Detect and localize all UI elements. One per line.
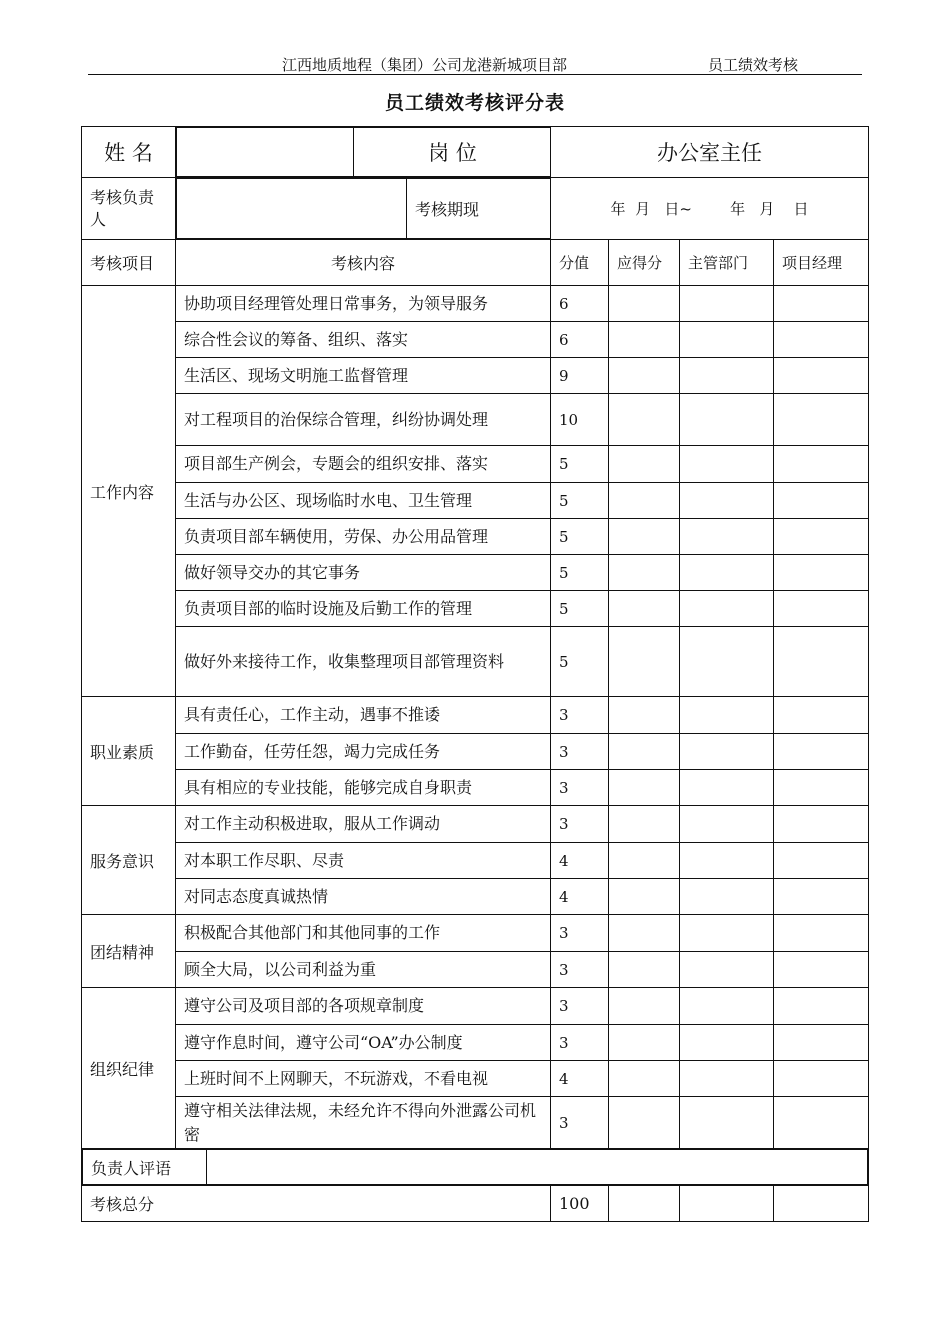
item-dept[interactable] (680, 1025, 774, 1061)
group-name: 服务意识 (82, 806, 176, 915)
group-name: 职业素质 (82, 697, 176, 806)
item-due[interactable] (609, 1025, 680, 1061)
table-row (82, 483, 869, 519)
item-score: 6 (551, 322, 609, 358)
item-due[interactable] (609, 770, 680, 806)
item-content: 顾全大局，以公司利益为重 (176, 952, 551, 988)
group-name: 工作内容 (82, 286, 176, 697)
table-row (82, 322, 869, 358)
item-score: 5 (551, 483, 609, 519)
item-dept[interactable] (680, 1097, 774, 1149)
table-row (82, 734, 869, 770)
item-score: 4 (551, 879, 609, 915)
item-dept[interactable] (680, 627, 774, 697)
item-pm[interactable] (774, 879, 869, 915)
col-content: 考核内容 (176, 240, 551, 286)
item-pm[interactable] (774, 1097, 869, 1149)
total-due[interactable] (609, 1186, 680, 1222)
table-row (82, 519, 869, 555)
item-due[interactable] (609, 697, 680, 734)
total-pm[interactable] (774, 1186, 869, 1222)
table-row (82, 770, 869, 806)
item-content: 对同志态度真诚热情 (176, 879, 551, 915)
col-item: 考核项目 (82, 240, 176, 286)
item-dept[interactable] (680, 555, 774, 591)
table-row (82, 879, 869, 915)
item-dept[interactable] (680, 591, 774, 627)
item-content: 积极配合其他部门和其他同事的工作 (176, 915, 551, 952)
item-dept[interactable] (680, 446, 774, 483)
item-dept[interactable] (680, 915, 774, 952)
comment-value[interactable] (207, 1150, 868, 1185)
item-dept[interactable] (680, 806, 774, 843)
item-dept[interactable] (680, 286, 774, 322)
table-row (82, 988, 869, 1025)
item-score: 3 (551, 734, 609, 770)
item-due[interactable] (609, 519, 680, 555)
item-pm[interactable] (774, 1061, 869, 1097)
item-dept[interactable] (680, 879, 774, 915)
evaluation-form (81, 126, 869, 1222)
item-content: 项目部生产例会，专题会的组织安排、落实 (176, 446, 551, 483)
item-content: 遵守相关法律法规，未经允许不得向外泄露公司机密 (176, 1097, 551, 1149)
item-score: 5 (551, 555, 609, 591)
item-content: 做好领导交办的其它事务 (176, 555, 551, 591)
item-due[interactable] (609, 915, 680, 952)
item-dept[interactable] (680, 770, 774, 806)
item-dept[interactable] (680, 1061, 774, 1097)
item-content: 生活区、现场文明施工监督管理 (176, 358, 551, 394)
total-score: 100 (551, 1186, 609, 1222)
item-score: 3 (551, 806, 609, 843)
name-value[interactable] (177, 128, 354, 177)
table-row (82, 843, 869, 879)
item-due[interactable] (609, 483, 680, 519)
table-row (82, 286, 869, 322)
column-header-row (82, 240, 869, 286)
item-due[interactable] (609, 879, 680, 915)
table-row (82, 697, 869, 734)
item-dept[interactable] (680, 697, 774, 734)
item-dept[interactable] (680, 952, 774, 988)
item-score: 4 (551, 843, 609, 879)
total-row (82, 1186, 869, 1222)
col-due: 应得分 (609, 240, 680, 286)
item-pm[interactable] (774, 627, 869, 697)
col-score: 分值 (551, 240, 609, 286)
item-pm[interactable] (774, 952, 869, 988)
period-value[interactable]: 年 月 日~ 年 月 日 (551, 178, 869, 240)
header-company: 江西地质地程（集团）公司龙港新城项目部 (282, 56, 568, 74)
item-score: 3 (551, 697, 609, 734)
item-pm[interactable] (774, 394, 869, 446)
item-content: 协助项目经理管处理日常事务，为领导服务 (176, 286, 551, 322)
item-score: 6 (551, 286, 609, 322)
item-dept[interactable] (680, 322, 774, 358)
item-pm[interactable] (774, 697, 869, 734)
item-content: 对工程项目的治保综合管理，纠纷协调处理 (176, 394, 551, 446)
reviewer-row (82, 178, 869, 240)
item-pm[interactable] (774, 988, 869, 1025)
item-dept[interactable] (680, 734, 774, 770)
item-score: 3 (551, 770, 609, 806)
item-score: 3 (551, 1097, 609, 1149)
post-label: 岗 位 (354, 128, 551, 177)
table-row (82, 555, 869, 591)
item-due[interactable] (609, 952, 680, 988)
table-row (82, 1097, 869, 1149)
comment-row (82, 1149, 869, 1186)
table-row (82, 591, 869, 627)
table-row (82, 952, 869, 988)
item-pm[interactable] (774, 915, 869, 952)
item-score: 5 (551, 627, 609, 697)
item-score: 10 (551, 394, 609, 446)
item-pm[interactable] (774, 519, 869, 555)
header-rule (88, 74, 862, 75)
item-dept[interactable] (680, 483, 774, 519)
item-due[interactable] (609, 806, 680, 843)
item-due[interactable] (609, 627, 680, 697)
item-due[interactable] (609, 1097, 680, 1149)
item-score: 3 (551, 952, 609, 988)
item-content: 生活与办公区、现场临时水电、卫生管理 (176, 483, 551, 519)
item-pm[interactable] (774, 483, 869, 519)
item-pm[interactable] (774, 770, 869, 806)
item-score: 3 (551, 915, 609, 952)
item-pm[interactable] (774, 555, 869, 591)
name-row (82, 127, 869, 178)
group-name: 组织纪律 (82, 988, 176, 1149)
item-content: 上班时间不上网聊天，不玩游戏，不看电视 (176, 1061, 551, 1097)
item-content: 遵守作息时间，遵守公司“OA”办公制度 (176, 1025, 551, 1061)
item-pm[interactable] (774, 734, 869, 770)
post-value[interactable]: 办公室主任 (551, 127, 869, 178)
item-content: 负责项目部车辆使用，劳保、办公用品管理 (176, 519, 551, 555)
col-dept: 主管部门 (680, 240, 774, 286)
reviewer-label: 考核负责人 (82, 178, 176, 240)
item-content: 工作勤奋，任劳任怨，竭力完成任务 (176, 734, 551, 770)
table-row (82, 915, 869, 952)
total-dept[interactable] (680, 1186, 774, 1222)
item-dept[interactable] (680, 988, 774, 1025)
item-pm[interactable] (774, 358, 869, 394)
item-due[interactable] (609, 394, 680, 446)
table-row (82, 1061, 869, 1097)
item-content: 遵守公司及项目部的各项规章制度 (176, 988, 551, 1025)
item-score: 3 (551, 1025, 609, 1061)
group-name: 团结精神 (82, 915, 176, 988)
item-score: 5 (551, 446, 609, 483)
item-score: 5 (551, 519, 609, 555)
item-pm[interactable] (774, 286, 869, 322)
item-due[interactable] (609, 358, 680, 394)
item-due[interactable] (609, 286, 680, 322)
item-content: 具有责任心，工作主动，遇事不推诿 (176, 697, 551, 734)
item-dept[interactable] (680, 358, 774, 394)
item-pm[interactable] (774, 806, 869, 843)
item-score: 3 (551, 988, 609, 1025)
item-pm[interactable] (774, 446, 869, 483)
item-content: 具有相应的专业技能，能够完成自身职责 (176, 770, 551, 806)
reviewer-value[interactable] (177, 179, 407, 239)
period-label: 考核期现 (407, 179, 551, 239)
comment-label: 负责人评语 (83, 1150, 207, 1185)
item-due[interactable] (609, 322, 680, 358)
item-content: 负责项目部的临时设施及后勤工作的管理 (176, 591, 551, 627)
item-content: 做好外来接待工作，收集整理项目部管理资料 (176, 627, 551, 697)
item-content: 对工作主动积极进取，服从工作调动 (176, 806, 551, 843)
item-pm[interactable] (774, 322, 869, 358)
item-content: 综合性会议的筹备、组织、落实 (176, 322, 551, 358)
item-due[interactable] (609, 988, 680, 1025)
item-dept[interactable] (680, 519, 774, 555)
item-dept[interactable] (680, 843, 774, 879)
item-pm[interactable] (774, 1025, 869, 1061)
item-due[interactable] (609, 843, 680, 879)
item-score: 4 (551, 1061, 609, 1097)
item-pm[interactable] (774, 843, 869, 879)
table-row (82, 394, 869, 446)
table-row (82, 627, 869, 697)
header-doc-name: 员工绩效考核 (708, 56, 799, 74)
item-due[interactable] (609, 734, 680, 770)
item-content: 对本职工作尽职、尽责 (176, 843, 551, 879)
table-row (82, 358, 869, 394)
page-header (0, 54, 950, 76)
table-row (82, 806, 869, 843)
item-dept[interactable] (680, 394, 774, 446)
table-row (82, 1025, 869, 1061)
item-due[interactable] (609, 446, 680, 483)
item-score: 9 (551, 358, 609, 394)
total-label: 考核总分 (82, 1186, 551, 1222)
col-pm: 项目经理 (774, 240, 869, 286)
item-due[interactable] (609, 591, 680, 627)
item-score: 5 (551, 591, 609, 627)
name-label: 姓 名 (82, 127, 176, 178)
table-row (82, 446, 869, 483)
item-due[interactable] (609, 1061, 680, 1097)
item-due[interactable] (609, 555, 680, 591)
page-title: 员工绩效考核评分表 (384, 92, 565, 114)
item-pm[interactable] (774, 591, 869, 627)
